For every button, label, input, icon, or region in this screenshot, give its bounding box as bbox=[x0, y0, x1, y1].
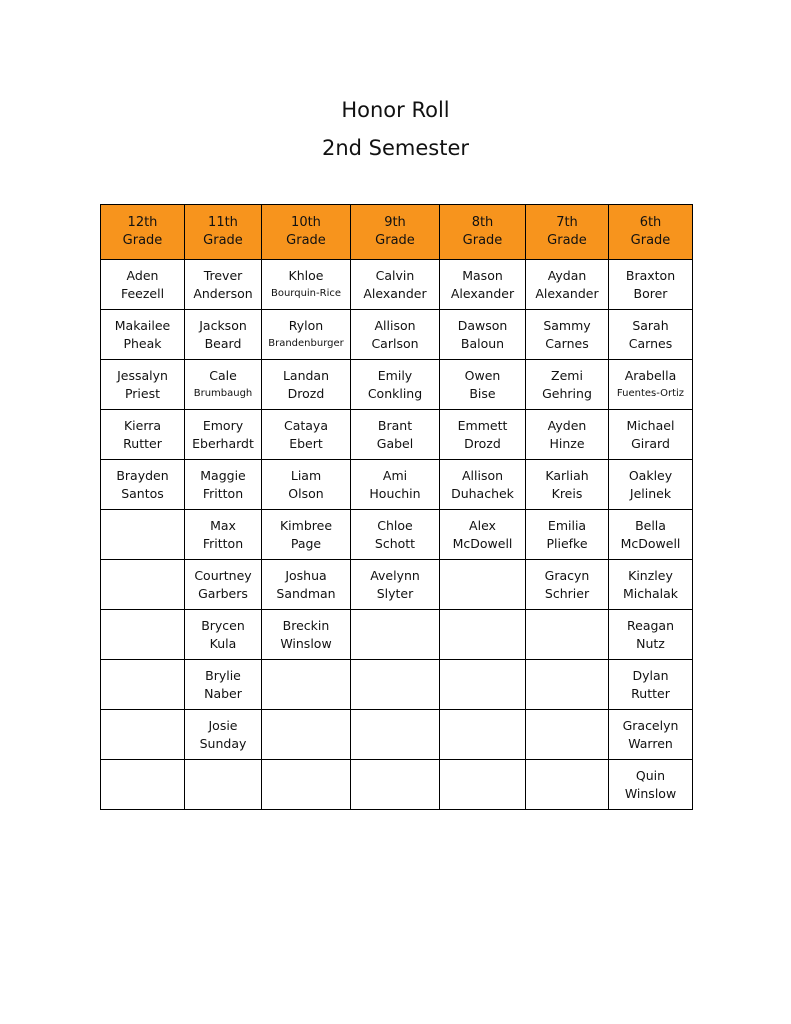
last-name: Borer bbox=[633, 285, 668, 301]
student-name-cell bbox=[185, 260, 262, 310]
table-row bbox=[101, 610, 693, 660]
first-name: Karliah bbox=[545, 467, 589, 483]
grade-11-header: 11th Grade bbox=[185, 205, 262, 260]
first-name: Aydan bbox=[547, 267, 587, 283]
table-row bbox=[101, 760, 693, 810]
last-name: Drozd bbox=[287, 385, 325, 401]
last-name: Priest bbox=[124, 385, 161, 401]
empty-cell bbox=[440, 610, 526, 660]
first-name: Jackson bbox=[199, 317, 247, 333]
student-name-cell bbox=[185, 660, 262, 710]
student-name-cell bbox=[185, 360, 262, 410]
page-subtitle: 2nd Semester bbox=[321, 136, 470, 160]
last-name: Alexander bbox=[363, 285, 427, 301]
last-name: Carlson bbox=[371, 335, 419, 351]
table-row bbox=[101, 460, 693, 510]
last-name: Fuentes-Ortiz bbox=[616, 387, 685, 399]
empty-cell bbox=[440, 710, 526, 760]
last-name: Sandman bbox=[276, 585, 336, 601]
last-name: Carnes bbox=[628, 335, 673, 351]
student-name-cell bbox=[526, 460, 609, 510]
empty-cell bbox=[440, 660, 526, 710]
first-name: Landan bbox=[282, 367, 330, 383]
first-name: Cale bbox=[209, 367, 237, 383]
first-name: Brayden bbox=[116, 467, 169, 483]
first-name: Josie bbox=[208, 717, 238, 733]
honor-roll-table bbox=[100, 204, 693, 810]
student-name-cell bbox=[101, 310, 185, 360]
first-name: Owen bbox=[464, 367, 501, 383]
student-name-cell bbox=[351, 310, 440, 360]
student-name-cell bbox=[262, 360, 351, 410]
header-row bbox=[101, 205, 693, 260]
last-name: Gehring bbox=[542, 385, 592, 401]
first-name: Oakley bbox=[628, 467, 673, 483]
first-name: Allison bbox=[374, 317, 416, 333]
first-name: Breckin bbox=[282, 617, 330, 633]
last-name: Rutter bbox=[123, 435, 162, 451]
first-name: Jessalyn bbox=[117, 367, 168, 383]
last-name: Beard bbox=[204, 335, 242, 351]
last-name: Alexander bbox=[535, 285, 599, 301]
student-name-cell bbox=[101, 260, 185, 310]
table-row bbox=[101, 710, 693, 760]
first-name: Michael bbox=[626, 417, 675, 433]
first-name: Ami bbox=[382, 467, 408, 483]
first-name: Chloe bbox=[377, 517, 413, 533]
first-name: Emmett bbox=[457, 417, 508, 433]
student-name-cell bbox=[185, 460, 262, 510]
last-name: Anderson bbox=[193, 285, 253, 301]
first-name: Courtney bbox=[194, 567, 252, 583]
first-name: Brylie bbox=[205, 667, 241, 683]
grade-6-header: 6th Grade bbox=[609, 205, 693, 260]
first-name: Kimbree bbox=[279, 517, 333, 533]
honor-roll-body bbox=[101, 260, 693, 810]
last-name: Page bbox=[290, 535, 322, 551]
first-name: Cataya bbox=[283, 417, 328, 433]
student-name-cell bbox=[262, 560, 351, 610]
student-name-cell bbox=[609, 710, 693, 760]
last-name: Sunday bbox=[199, 735, 247, 751]
last-name: Nutz bbox=[636, 635, 665, 651]
student-name-cell bbox=[351, 260, 440, 310]
first-name: Kinzley bbox=[628, 567, 673, 583]
table-row bbox=[101, 360, 693, 410]
empty-cell bbox=[262, 660, 351, 710]
last-name: Michalak bbox=[622, 585, 679, 601]
first-name: Trever bbox=[203, 267, 243, 283]
last-name: Alexander bbox=[450, 285, 515, 301]
last-name: Girard bbox=[631, 435, 670, 451]
student-name-cell bbox=[185, 710, 262, 760]
last-name: Bise bbox=[469, 385, 496, 401]
last-name: Garbers bbox=[198, 585, 248, 601]
last-name: Rutter bbox=[631, 685, 670, 701]
student-name-cell bbox=[262, 260, 351, 310]
grade-9-header: 9th Grade bbox=[351, 205, 440, 260]
last-name: Fritton bbox=[202, 485, 244, 501]
student-name-cell bbox=[185, 610, 262, 660]
last-name: Duhachek bbox=[451, 485, 514, 501]
first-name: Liam bbox=[290, 467, 322, 483]
student-name-cell bbox=[440, 410, 526, 460]
empty-cell bbox=[101, 660, 185, 710]
last-name: Feezell bbox=[120, 285, 165, 301]
first-name: Mason bbox=[462, 267, 503, 283]
first-name: Emily bbox=[377, 367, 413, 383]
student-name-cell bbox=[262, 410, 351, 460]
student-name-cell bbox=[526, 260, 609, 310]
first-name: Emilia bbox=[547, 517, 587, 533]
empty-cell bbox=[101, 760, 185, 810]
first-name: Quin bbox=[635, 767, 666, 783]
last-name: Winslow bbox=[280, 635, 332, 651]
last-name: McDowell bbox=[620, 535, 681, 551]
first-name: Brant bbox=[377, 417, 413, 433]
last-name: Brandenburger bbox=[268, 337, 344, 349]
student-name-cell bbox=[609, 410, 693, 460]
student-name-cell bbox=[526, 310, 609, 360]
last-name: Houchin bbox=[369, 485, 421, 501]
last-name: Baloun bbox=[460, 335, 505, 351]
first-name: Sammy bbox=[543, 317, 591, 333]
grade-12-header: 12th Grade bbox=[101, 205, 185, 260]
last-name: Carnes bbox=[545, 335, 589, 351]
empty-cell bbox=[440, 760, 526, 810]
first-name: Makailee bbox=[114, 317, 171, 333]
student-name-cell bbox=[609, 560, 693, 610]
empty-cell bbox=[101, 560, 185, 610]
student-name-cell bbox=[526, 360, 609, 410]
first-name: Rylon bbox=[288, 317, 324, 333]
last-name: Brumbaugh bbox=[193, 387, 253, 399]
empty-cell bbox=[262, 760, 351, 810]
page-title: Honor Roll bbox=[341, 98, 450, 122]
first-name: Khloe bbox=[288, 267, 324, 283]
first-name: Dylan bbox=[632, 667, 669, 683]
student-name-cell bbox=[440, 510, 526, 560]
first-name: Aden bbox=[126, 267, 159, 283]
first-name: Allison bbox=[461, 467, 504, 483]
student-name-cell bbox=[351, 560, 440, 610]
first-name: Sarah bbox=[632, 317, 669, 333]
empty-cell bbox=[351, 660, 440, 710]
student-name-cell bbox=[440, 310, 526, 360]
student-name-cell bbox=[262, 460, 351, 510]
grade-10-header: 10th Grade bbox=[262, 205, 351, 260]
student-name-cell bbox=[526, 510, 609, 560]
student-name-cell bbox=[440, 260, 526, 310]
student-name-cell bbox=[262, 610, 351, 660]
student-name-cell bbox=[609, 460, 693, 510]
grade-8-header: 8th Grade bbox=[440, 205, 526, 260]
last-name: McDowell bbox=[452, 535, 513, 551]
table-row bbox=[101, 410, 693, 460]
student-name-cell bbox=[101, 410, 185, 460]
last-name: Drozd bbox=[464, 435, 501, 451]
student-name-cell bbox=[609, 260, 693, 310]
empty-cell bbox=[351, 610, 440, 660]
student-name-cell bbox=[101, 360, 185, 410]
last-name: Ebert bbox=[289, 435, 323, 451]
empty-cell bbox=[351, 710, 440, 760]
first-name: Gracyn bbox=[544, 567, 590, 583]
last-name: Gabel bbox=[376, 435, 414, 451]
empty-cell bbox=[101, 710, 185, 760]
empty-cell bbox=[440, 560, 526, 610]
first-name: Calvin bbox=[375, 267, 415, 283]
empty-cell bbox=[185, 760, 262, 810]
first-name: Arabella bbox=[624, 367, 677, 383]
grade-7-header: 7th Grade bbox=[526, 205, 609, 260]
student-name-cell bbox=[351, 410, 440, 460]
student-name-cell bbox=[351, 460, 440, 510]
first-name: Kierra bbox=[123, 417, 162, 433]
student-name-cell bbox=[609, 360, 693, 410]
first-name: Dawson bbox=[457, 317, 508, 333]
student-name-cell bbox=[440, 460, 526, 510]
last-name: Bourquin-Rice bbox=[270, 287, 342, 299]
last-name: Slyter bbox=[376, 585, 414, 601]
empty-cell bbox=[526, 710, 609, 760]
table-row bbox=[101, 560, 693, 610]
student-name-cell bbox=[351, 360, 440, 410]
empty-cell bbox=[351, 760, 440, 810]
empty-cell bbox=[526, 760, 609, 810]
student-name-cell bbox=[185, 410, 262, 460]
student-name-cell bbox=[609, 660, 693, 710]
first-name: Joshua bbox=[285, 567, 327, 583]
empty-cell bbox=[101, 510, 185, 560]
student-name-cell bbox=[609, 610, 693, 660]
student-name-cell bbox=[526, 410, 609, 460]
last-name: Hinze bbox=[549, 435, 585, 451]
first-name: Maggie bbox=[200, 467, 246, 483]
first-name: Ayden bbox=[547, 417, 587, 433]
first-name: Bella bbox=[635, 517, 666, 533]
last-name: Winslow bbox=[624, 785, 677, 801]
student-name-cell bbox=[351, 510, 440, 560]
student-name-cell bbox=[609, 310, 693, 360]
student-name-cell bbox=[440, 360, 526, 410]
table-row bbox=[101, 310, 693, 360]
first-name: Reagan bbox=[627, 617, 674, 633]
last-name: Kreis bbox=[551, 485, 583, 501]
last-name: Eberhardt bbox=[192, 435, 254, 451]
empty-cell bbox=[526, 610, 609, 660]
student-name-cell bbox=[609, 760, 693, 810]
first-name: Brycen bbox=[201, 617, 245, 633]
last-name: Conkling bbox=[367, 385, 423, 401]
first-name: Zemi bbox=[551, 367, 583, 383]
first-name: Max bbox=[210, 517, 236, 533]
student-name-cell bbox=[262, 310, 351, 360]
last-name: Olson bbox=[288, 485, 324, 501]
student-name-cell bbox=[185, 560, 262, 610]
last-name: Warren bbox=[628, 735, 673, 751]
last-name: Schrier bbox=[544, 585, 590, 601]
last-name: Fritton bbox=[202, 535, 244, 551]
last-name: Schott bbox=[374, 535, 416, 551]
first-name: Braxton bbox=[625, 267, 676, 283]
student-name-cell bbox=[262, 510, 351, 560]
student-name-cell bbox=[101, 460, 185, 510]
student-name-cell bbox=[526, 560, 609, 610]
table-row bbox=[101, 660, 693, 710]
student-name-cell bbox=[185, 510, 262, 560]
first-name: Alex bbox=[469, 517, 496, 533]
last-name: Pheak bbox=[123, 335, 162, 351]
empty-cell bbox=[101, 610, 185, 660]
last-name: Jelinek bbox=[629, 485, 672, 501]
first-name: Gracelyn bbox=[622, 717, 679, 733]
student-name-cell bbox=[185, 310, 262, 360]
table-row bbox=[101, 260, 693, 310]
first-name: Avelynn bbox=[370, 567, 420, 583]
last-name: Kula bbox=[209, 635, 237, 651]
empty-cell bbox=[262, 710, 351, 760]
table-row bbox=[101, 510, 693, 560]
empty-cell bbox=[526, 660, 609, 710]
last-name: Naber bbox=[204, 685, 242, 701]
last-name: Santos bbox=[121, 485, 164, 501]
student-name-cell bbox=[609, 510, 693, 560]
first-name: Emory bbox=[202, 417, 244, 433]
last-name: Pliefke bbox=[546, 535, 588, 551]
